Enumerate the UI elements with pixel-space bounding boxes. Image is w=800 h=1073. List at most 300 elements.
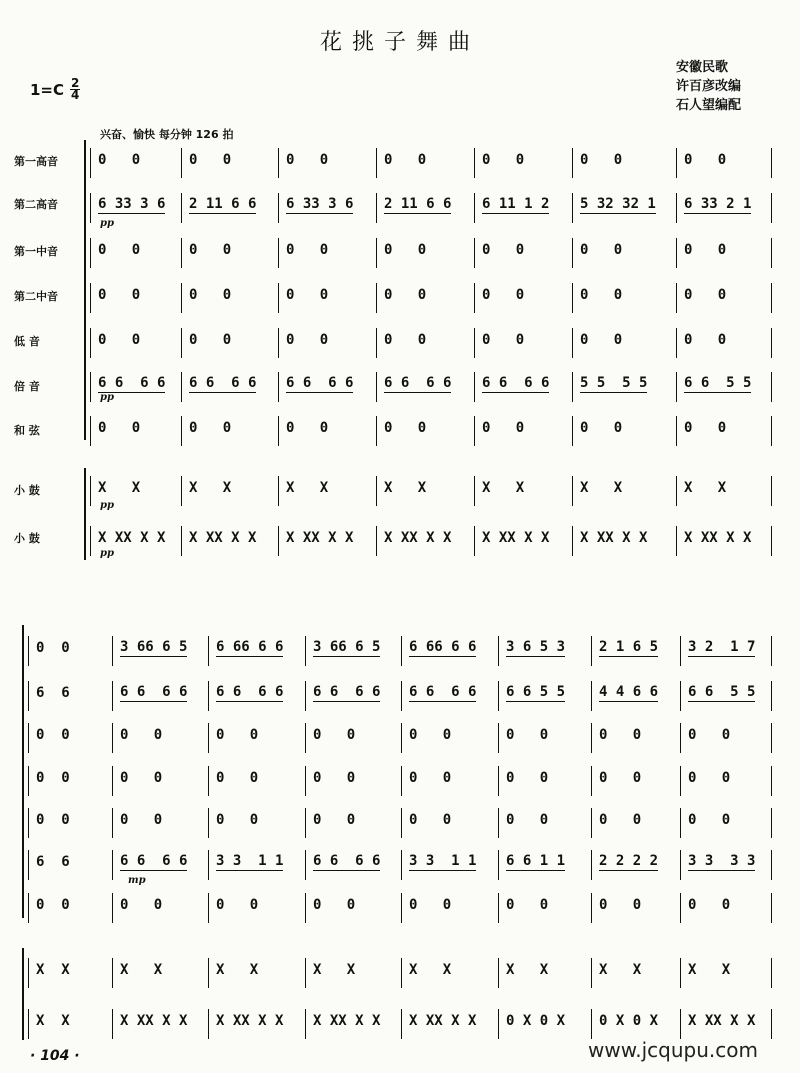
- note-cell: [688, 637, 785, 659]
- note-cell: [580, 477, 677, 499]
- note-cell: [482, 373, 579, 395]
- bar-line: [90, 526, 91, 556]
- note-text: 0 0: [599, 770, 642, 786]
- note-text: 6 6 6 6: [120, 684, 188, 700]
- note-cell: [286, 149, 383, 171]
- note-text: X X: [36, 962, 70, 978]
- instrument-name: 第二中音: [14, 290, 58, 303]
- note-text: 0 0: [684, 242, 727, 258]
- note-cell: [506, 809, 603, 831]
- bar-line: [771, 283, 772, 313]
- note-text: 0 0: [599, 727, 642, 743]
- note-cell: [313, 724, 410, 746]
- note-text: 0 0: [409, 727, 452, 743]
- note-text: 0 0: [120, 897, 163, 913]
- note-cell: [216, 851, 313, 873]
- note-text: 0 0: [506, 812, 549, 828]
- note-text: 0 0: [580, 420, 623, 436]
- note-text: 0 0: [98, 287, 141, 303]
- note-cell: [482, 284, 579, 306]
- note-text: 0 0: [482, 420, 525, 436]
- note-cell: [684, 329, 781, 351]
- note-cell: [120, 894, 217, 916]
- instrument-name: 倍 音: [14, 380, 40, 393]
- note-text: 0 0: [98, 242, 141, 258]
- note-text: X XX X X: [286, 530, 354, 546]
- note-text: 6 6 6 6: [384, 375, 452, 391]
- note-cell: [688, 959, 785, 981]
- note-text: 0 0: [36, 812, 70, 828]
- note-text: 3 3 1 1: [409, 853, 477, 869]
- note-text: X XX X X: [384, 530, 452, 546]
- note-text: 0 0: [189, 152, 232, 168]
- note-cell: [98, 149, 195, 171]
- bar-line: [28, 723, 29, 753]
- bar-line: [90, 476, 91, 506]
- note-cell: [36, 682, 133, 704]
- note-cell: [384, 329, 481, 351]
- bar-line: [771, 476, 772, 506]
- note-text: 0 0: [599, 812, 642, 828]
- note-cell: [599, 1010, 696, 1032]
- note-text: X X: [580, 480, 623, 496]
- note-cell: [409, 851, 506, 873]
- note-text: X XX X X: [684, 530, 752, 546]
- note-text: X X: [120, 962, 163, 978]
- note-text: 0 0: [506, 897, 549, 913]
- note-text: 0 0: [313, 770, 356, 786]
- note-text: 0 0: [688, 727, 731, 743]
- note-cell: [120, 637, 217, 659]
- note-text: 3 2 1 7: [688, 639, 756, 655]
- note-cell: [36, 851, 133, 873]
- note-text: X XX X X: [482, 530, 550, 546]
- dynamic-marking: mp: [128, 875, 146, 886]
- dynamic-marking: pp: [100, 392, 114, 403]
- note-text: X X: [684, 480, 727, 496]
- instrument-name: 第一中音: [14, 245, 58, 258]
- note-cell: [286, 417, 383, 439]
- note-cell: [216, 682, 313, 704]
- note-text: 2 11 6 6: [384, 196, 452, 212]
- note-cell: [189, 194, 286, 216]
- note-cell: [120, 1010, 217, 1032]
- note-text: 0 0: [409, 770, 452, 786]
- note-text: 0 0: [120, 812, 163, 828]
- note-cell: [688, 724, 785, 746]
- note-cell: [216, 724, 313, 746]
- note-cell: [98, 239, 195, 261]
- credit-line: 许百彦改编: [676, 79, 742, 94]
- key-signature: [30, 78, 80, 101]
- note-text: 0 0: [98, 152, 141, 168]
- note-cell: [313, 682, 410, 704]
- note-cell: [688, 851, 785, 873]
- note-text: 0 0: [36, 770, 70, 786]
- note-cell: [189, 477, 286, 499]
- note-cell: [482, 527, 579, 549]
- note-cell: [286, 329, 383, 351]
- credits: [676, 58, 741, 115]
- note-cell: [313, 637, 410, 659]
- note-cell: [409, 1010, 506, 1032]
- note-text: 6 33 2 1: [684, 196, 752, 212]
- note-cell: [120, 959, 217, 981]
- note-cell: [688, 809, 785, 831]
- note-cell: [684, 527, 781, 549]
- note-text: 6 6 6 6: [189, 375, 257, 391]
- note-text: 0 0: [506, 727, 549, 743]
- note-text: 0 0: [286, 242, 329, 258]
- time-denominator: 4: [71, 88, 80, 102]
- credit-line: 安徽民歌: [676, 60, 729, 75]
- note-cell: [189, 527, 286, 549]
- note-text: 0 0: [36, 727, 70, 743]
- note-cell: [189, 417, 286, 439]
- note-text: 0 0: [482, 287, 525, 303]
- note-cell: [189, 373, 286, 395]
- note-cell: [98, 373, 195, 395]
- note-cell: [189, 149, 286, 171]
- note-text: 3 3 1 1: [216, 853, 284, 869]
- note-cell: [506, 894, 603, 916]
- note-cell: [98, 194, 195, 216]
- note-text: 6 11 1 2: [482, 196, 550, 212]
- note-text: 0 0: [384, 287, 427, 303]
- note-text: 0 0: [482, 152, 525, 168]
- note-text: X X: [409, 962, 452, 978]
- note-cell: [684, 239, 781, 261]
- instrument-name: 第二高音: [14, 198, 58, 211]
- note-text: 6 6 6 6: [286, 375, 354, 391]
- note-cell: [120, 809, 217, 831]
- note-text: 0 0: [216, 770, 259, 786]
- note-cell: [684, 284, 781, 306]
- instrument-name: 小 鼓: [14, 484, 40, 497]
- note-text: 0 0: [384, 152, 427, 168]
- note-cell: [580, 194, 677, 216]
- note-cell: [384, 477, 481, 499]
- note-text: 0 X 0 X: [599, 1013, 659, 1029]
- dynamic-marking: pp: [100, 218, 114, 229]
- note-cell: [36, 724, 133, 746]
- page-title: 花挑子舞曲: [319, 30, 480, 55]
- note-text: 6 33 3 6: [286, 196, 354, 212]
- note-text: 6 6 6 6: [216, 684, 284, 700]
- note-text: 6 6: [36, 685, 70, 701]
- note-cell: [36, 959, 133, 981]
- note-text: 0 0: [684, 332, 727, 348]
- note-cell: [482, 417, 579, 439]
- note-text: 0 0: [384, 332, 427, 348]
- note-cell: [36, 637, 133, 659]
- note-cell: [688, 1010, 785, 1032]
- note-cell: [599, 767, 696, 789]
- bar-line: [28, 850, 29, 880]
- dynamic-marking: pp: [100, 548, 114, 559]
- note-text: 0 0: [286, 152, 329, 168]
- note-text: X X: [36, 1013, 70, 1029]
- bar-line: [28, 893, 29, 923]
- note-text: 0 0: [580, 332, 623, 348]
- note-text: X X: [688, 962, 731, 978]
- note-text: 2 1 6 5: [599, 639, 659, 655]
- note-text: 0 0: [286, 287, 329, 303]
- note-cell: [409, 809, 506, 831]
- note-cell: [599, 682, 696, 704]
- note-cell: [189, 329, 286, 351]
- note-text: X X: [286, 480, 329, 496]
- note-text: 6 66 6 6: [409, 639, 477, 655]
- bar-line: [90, 328, 91, 358]
- note-text: 0 0: [384, 420, 427, 436]
- note-cell: [98, 417, 195, 439]
- note-text: 0 0: [688, 897, 731, 913]
- note-text: X XX X X: [189, 530, 257, 546]
- note-cell: [580, 239, 677, 261]
- time-numerator: 2: [71, 76, 80, 90]
- note-cell: [409, 767, 506, 789]
- note-cell: [506, 959, 603, 981]
- note-cell: [384, 239, 481, 261]
- note-text: 0 0: [286, 420, 329, 436]
- note-text: 6 6 5 5: [684, 375, 752, 391]
- watermark: www.jcqupu.com: [588, 1038, 758, 1062]
- key-label: 1=C: [30, 80, 65, 99]
- note-text: 6 6 1 1: [506, 853, 566, 869]
- note-cell: [409, 894, 506, 916]
- note-cell: [384, 194, 481, 216]
- note-text: 0 0: [286, 332, 329, 348]
- note-text: X X: [599, 962, 642, 978]
- note-cell: [313, 851, 410, 873]
- note-cell: [506, 1010, 603, 1032]
- note-text: 0 0: [313, 727, 356, 743]
- note-cell: [482, 149, 579, 171]
- note-cell: [580, 149, 677, 171]
- note-text: 6 66 6 6: [216, 639, 284, 655]
- note-text: 0 0: [98, 420, 141, 436]
- note-cell: [684, 194, 781, 216]
- note-cell: [384, 417, 481, 439]
- note-text: 6 6 6 6: [98, 375, 166, 391]
- note-cell: [384, 149, 481, 171]
- note-cell: [286, 477, 383, 499]
- bar-line: [771, 416, 772, 446]
- note-cell: [313, 767, 410, 789]
- note-text: 0 0: [409, 812, 452, 828]
- note-text: 0 0: [36, 640, 70, 656]
- note-text: X XX X X: [216, 1013, 284, 1029]
- note-cell: [216, 637, 313, 659]
- bar-line: [28, 681, 29, 711]
- note-text: 0 0: [384, 242, 427, 258]
- note-text: 0 0: [120, 770, 163, 786]
- note-text: 0 0: [580, 242, 623, 258]
- note-cell: [36, 809, 133, 831]
- note-cell: [189, 284, 286, 306]
- note-text: 0 X 0 X: [506, 1013, 566, 1029]
- note-cell: [482, 239, 579, 261]
- bar-line: [90, 416, 91, 446]
- note-cell: [120, 851, 217, 873]
- note-text: 0 0: [313, 897, 356, 913]
- note-text: 0 0: [189, 420, 232, 436]
- note-text: 3 66 6 5: [313, 639, 381, 655]
- note-cell: [599, 851, 696, 873]
- note-cell: [580, 527, 677, 549]
- note-cell: [98, 329, 195, 351]
- note-text: 4 4 6 6: [599, 684, 659, 700]
- instrument-name: 第一高音: [14, 155, 58, 168]
- tempo-marking: 兴奋、愉快 每分钟 126 拍: [100, 128, 234, 141]
- bar-line: [771, 526, 772, 556]
- note-text: 0 0: [189, 242, 232, 258]
- instrument-name: 低 音: [14, 335, 40, 348]
- note-cell: [216, 894, 313, 916]
- note-cell: [409, 637, 506, 659]
- note-cell: [313, 894, 410, 916]
- note-cell: [384, 284, 481, 306]
- bar-line: [90, 372, 91, 402]
- drum-brace: [22, 948, 24, 1040]
- note-text: 6 6 6 6: [409, 684, 477, 700]
- note-cell: [599, 637, 696, 659]
- note-cell: [409, 682, 506, 704]
- note-text: 2 2 2 2: [599, 853, 659, 869]
- note-text: 0 0: [580, 287, 623, 303]
- note-cell: [120, 682, 217, 704]
- bar-line: [90, 238, 91, 268]
- note-cell: [688, 682, 785, 704]
- note-text: X XX X X: [313, 1013, 381, 1029]
- note-text: 3 66 6 5: [120, 639, 188, 655]
- note-text: X X: [482, 480, 525, 496]
- note-text: X XX X X: [580, 530, 648, 546]
- note-text: 6 6 6 6: [120, 853, 188, 869]
- note-text: 0 0: [189, 287, 232, 303]
- note-cell: [286, 239, 383, 261]
- note-cell: [98, 527, 195, 549]
- note-text: X X: [313, 962, 356, 978]
- note-text: X XX X X: [409, 1013, 477, 1029]
- note-text: 6 6 6 6: [313, 853, 381, 869]
- note-cell: [216, 1010, 313, 1032]
- bar-line: [771, 148, 772, 178]
- note-text: X X: [189, 480, 232, 496]
- note-cell: [36, 767, 133, 789]
- note-text: 0 0: [98, 332, 141, 348]
- note-cell: [189, 239, 286, 261]
- note-cell: [506, 767, 603, 789]
- note-cell: [98, 477, 195, 499]
- page-number: · 104 ·: [30, 1048, 80, 1064]
- note-cell: [599, 809, 696, 831]
- note-cell: [286, 284, 383, 306]
- note-cell: [36, 894, 133, 916]
- note-cell: [684, 417, 781, 439]
- note-cell: [599, 959, 696, 981]
- note-cell: [286, 194, 383, 216]
- note-text: 0 0: [482, 332, 525, 348]
- instrument-name: 小 鼓: [14, 532, 40, 545]
- note-cell: [409, 724, 506, 746]
- bar-line: [90, 283, 91, 313]
- note-cell: [313, 959, 410, 981]
- note-cell: [688, 767, 785, 789]
- note-cell: [599, 894, 696, 916]
- note-text: 0 0: [684, 420, 727, 436]
- note-cell: [580, 284, 677, 306]
- bar-line: [771, 193, 772, 223]
- note-text: 0 0: [688, 812, 731, 828]
- note-cell: [286, 373, 383, 395]
- note-text: X X: [506, 962, 549, 978]
- bar-line: [771, 328, 772, 358]
- note-cell: [506, 682, 603, 704]
- bar-line: [28, 808, 29, 838]
- note-text: 0 0: [216, 812, 259, 828]
- note-text: 0 0: [599, 897, 642, 913]
- bar-line: [90, 193, 91, 223]
- bar-line: [28, 1009, 29, 1039]
- note-text: 3 6 5 3: [506, 639, 566, 655]
- note-text: X XX X X: [688, 1013, 756, 1029]
- note-cell: [684, 373, 781, 395]
- note-text: X X: [98, 480, 141, 496]
- note-cell: [313, 809, 410, 831]
- dynamic-marking: pp: [100, 500, 114, 511]
- note-cell: [120, 724, 217, 746]
- credit-line: 石人望编配: [676, 98, 742, 113]
- note-text: X X: [384, 480, 427, 496]
- drum-brace: [84, 468, 86, 560]
- note-text: X XX X X: [98, 530, 166, 546]
- note-cell: [482, 194, 579, 216]
- note-text: 6 6 5 5: [688, 684, 756, 700]
- time-signature: [70, 78, 80, 101]
- note-cell: [580, 329, 677, 351]
- staff-brace: [84, 140, 86, 440]
- note-cell: [216, 809, 313, 831]
- note-text: 0 0: [482, 242, 525, 258]
- note-cell: [580, 373, 677, 395]
- note-cell: [688, 894, 785, 916]
- note-cell: [506, 851, 603, 873]
- note-text: 5 32 32 1: [580, 196, 656, 212]
- bar-line: [771, 238, 772, 268]
- note-cell: [506, 724, 603, 746]
- note-cell: [684, 477, 781, 499]
- note-text: 5 5 5 5: [580, 375, 648, 391]
- note-cell: [216, 959, 313, 981]
- note-text: 0 0: [684, 152, 727, 168]
- note-text: 0 0: [506, 770, 549, 786]
- note-cell: [506, 637, 603, 659]
- note-text: 0 0: [684, 287, 727, 303]
- note-cell: [580, 417, 677, 439]
- note-cell: [482, 329, 579, 351]
- note-text: 6 6 5 5: [506, 684, 566, 700]
- note-cell: [216, 767, 313, 789]
- bar-line: [28, 636, 29, 666]
- note-cell: [409, 959, 506, 981]
- note-cell: [684, 149, 781, 171]
- note-text: 6 33 3 6: [98, 196, 166, 212]
- note-text: 0 0: [688, 770, 731, 786]
- note-text: 6 6: [36, 854, 70, 870]
- note-cell: [120, 767, 217, 789]
